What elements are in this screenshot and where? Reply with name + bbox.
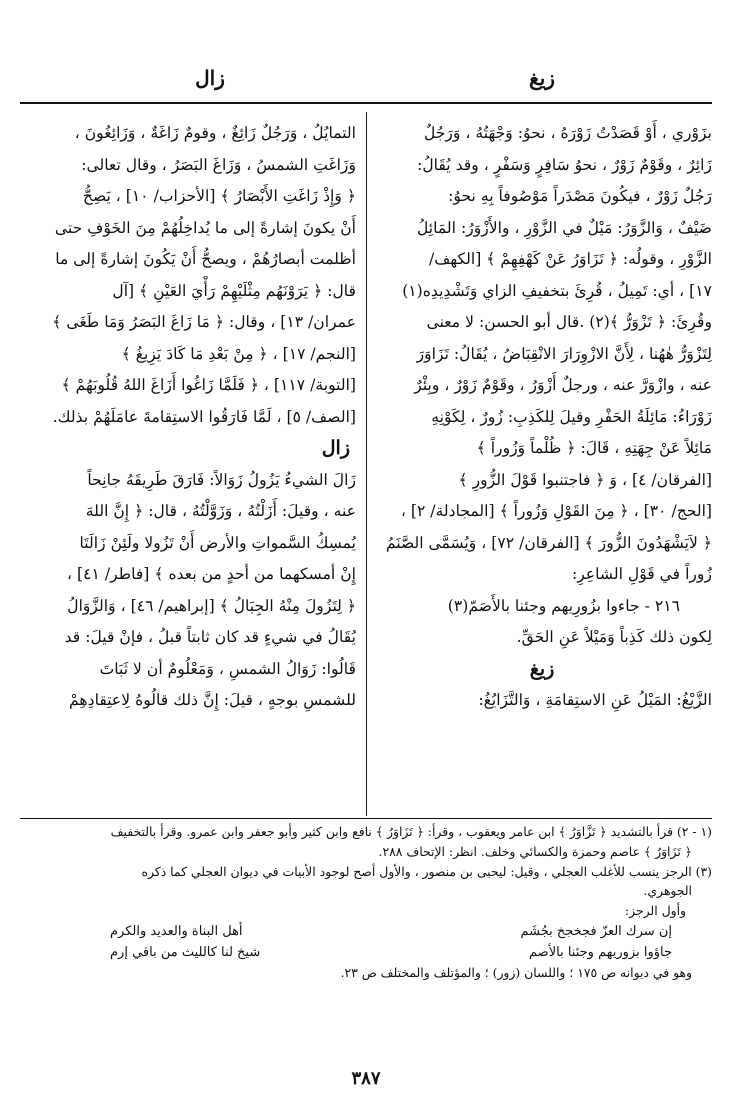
header-rule xyxy=(20,102,712,104)
left-column-header: زال xyxy=(195,66,225,90)
text-line: ﴿ وَإِذْ زَاغَتِ الأَبْصَارُ ﴾ [الأحزاب/ ١٠] ، يَصِحُّ xyxy=(82,187,356,205)
text-line: [الفرقان/ ٤] ، وَ ﴿ فاجتنبوا قَوْلَ الزُّورِ ﴾ xyxy=(458,470,712,489)
rajaz-hemistich: شيخ لنا كالليث من باقي إرم xyxy=(110,944,261,960)
text-line: عمران/ ١٣] ، وقال: ﴿ مَا زَاغَ البَصَرُ وَمَا طَغَى ﴾ xyxy=(52,313,356,331)
text-line: زَالَ الشيءُ يَزُولُ زَوَالاً: فَارَقَ طَرِيقَهُ جانِحاً xyxy=(87,470,356,489)
page-number: ٣٨٧ xyxy=(351,1068,381,1089)
footnote-3-line: (٣) الرجز ينسب للأغلب العجلي ، وقيل: ليحيى بن منصور ، والأول أصح لوجود الأبيات في ديوان العجلي كما ذكره xyxy=(141,863,712,879)
text-line: ١٧] ، أي: تَمِيلُ ، قُرِئَ بتخفيفِ الزاي وَتَشْدِيدِه(١) xyxy=(402,281,712,300)
footnote-rule xyxy=(20,818,712,819)
right-column xyxy=(372,118,712,717)
text-line: بزَوْري ، أَوْ قَصَدْتُ زَوْرَهُ ، نحوُ: وَجْهَتُهُ ، وَرَجُلٌ xyxy=(423,124,712,142)
text-line: زَوْرَاءُ: مَائِلَةُ الحَفْرِ وقيلَ لِلكَذِبِ: زُورٌ ، لِكَوْنِهِ xyxy=(431,407,712,426)
rajaz-hemistich: جاؤوا بزوريهم وجئنا بالأصم xyxy=(529,944,672,960)
column-divider xyxy=(366,112,367,816)
text-line: الزَّيْغُ: المَيْلُ عَنِ الاستِقامَةِ ، وَالتَّزَايُغُ: xyxy=(478,691,712,709)
footnotes xyxy=(20,822,712,983)
text-line: مَائِلاً عَنْ جِهَتِهِ ، قَالَ: ﴿ ظُلْماً وَزُوراً ﴾ xyxy=(476,439,712,457)
text-line: قَالُوا: زَوَالُ الشمسِ ، وَمَعْلُومٌ أن لا ثَبَاتَ xyxy=(99,659,356,678)
entry-heading-zaygh: زيغ xyxy=(529,657,555,680)
footnote-1-line: ﴿ تَزَاوَرُ ﴾ عاصم وحمزة والكسائي وخلف. انظر: الإتحاف ٢٨٨. xyxy=(378,843,692,859)
right-column-header: زيغ xyxy=(529,66,555,90)
footnote-1-line: (١ - ٢) قرأ بالتشديد ﴿ تَزَّاوَرُ ﴾ ابن عامر ويعقوب ، وقرأ: ﴿ تَزَاوَرُ ﴾ نافع وابن كثير وأبو جعفر وابن عمرو. وقرأ بالتخفيف xyxy=(110,824,712,839)
text-line: [النجم/ ١٧] ، ﴿ مِنْ بَعْدِ مَا كَادَ يَزِيغُ ﴾ xyxy=(121,344,356,363)
rajaz-intro: وأول الرجز: xyxy=(624,903,686,919)
text-line: قال: ﴿ يَرَوْنَهُم مِثْلَيْهِمْ رَأْيَ العَيْنِ ﴾ [آل xyxy=(112,281,356,300)
rajaz-hemistich: أهل البناة والعديد والكرم xyxy=(110,923,243,939)
text-line: لِتَزْوَرُّ هٰهُنا ، لِأَنَّ الازْوِرَارَ الانْقِبَاضُ ، يُقَالُ: تَزَاوَرَ xyxy=(416,344,712,363)
rajaz-hemistich: إن سرك العزّ فجخجخ بجُشَم xyxy=(520,923,672,939)
left-column xyxy=(16,118,356,717)
text-line: يُقَالُ في شيءٍ قد كان ثابتاً قبلُ ، فإنْ قيلَ: قد xyxy=(64,628,356,646)
entry-heading-zal: زال xyxy=(321,437,350,459)
text-line: للشمسِ بوجهٍ ، قيلَ: إِنَّ ذلك قالُوهُ لِاعتِقادِهِمْ xyxy=(69,691,356,709)
text-line: [الحج/ ٣٠] ، ﴿ مِنَ القَوْلِ وَزُوراً ﴾ [المجادلة/ ٢] ، xyxy=(400,502,712,520)
text-line: إِنْ أمسكهما من أحدٍ من بعده ﴾ [فاطر/ ٤١] ، xyxy=(67,565,356,583)
text-line: أَنْ يكونَ إشارةً إلى ما يُداخِلُهُمْ مِنَ الخَوْفِ حتى xyxy=(54,218,356,237)
verse-line xyxy=(372,591,712,623)
text-line: [الصف/ ٥] ، لَمَّا فَارَقُوا الاستِقامةَ عامَلَهُمْ بذلك. xyxy=(52,407,356,426)
text-line: أظلمت أبصارُهُمْ ، ويصحُّ أَنْ يَكُونَ إشارةً إلى ما xyxy=(55,250,356,268)
text-line: ضَيْفٌ ، وَالزَّوَرُ: مَيْلٌ في الزَّوْرِ ، والأَزْوَرُ: المَائِلُ xyxy=(416,218,712,237)
text-line: رَجُلٌ زَوْرٌ ، فيكُونَ مَصْدَراً مَوْصُوفاً بِهِ نحوُ: xyxy=(448,187,712,205)
text-line: زَائِرٌ ، وقَوْمٌ زَوْرٌ ، نحوُ سَافِرٍ وَسَفْرٍ ، وقد يُقَالُ: xyxy=(417,155,712,174)
footnote-3-line: الجوهري. xyxy=(643,883,692,899)
text-line: التمايُلُ ، وَرَجُلٌ زَائِغٌ ، وقومٌ زَاغَةٌ ، وَزَائِغُونَ ، xyxy=(74,124,356,142)
text-line: زُوراً في قَوْلِ الشاعِرِ: xyxy=(572,565,712,583)
text-line: عنه ، وقيلَ: أَزَلْتُهُ ، وَزَوَّلْتُهُ ، قال: ﴿ إِنَّ اللهَ xyxy=(85,502,356,520)
text-line: يُمسِكُ السَّمواتِ والأرض أَنْ تَزُولا ولَئِنْ زَالَتَا xyxy=(79,533,356,552)
text-line: الزَّوْرِ ، وقولُه: ﴿ تَزَاوَرُ عَنْ كَهْفِهِمْ ﴾ [الكهف/ xyxy=(428,250,712,268)
text-line: وَزَاغَتِ الشمسُ ، وَزَاغَ البَصَرُ ، وقال تعالى: xyxy=(81,155,356,174)
text-line: وقُرِئَ: ﴿ تَزْوَرُّ ﴾(٢) .قال أبو الحسن: لا معنى xyxy=(426,313,712,331)
text-line: ﴿ لِتَزُولَ مِنْهُ الجِبَالُ ﴾ [إبراهيم/ ٤٦] ، وَالزَّوَالُ xyxy=(67,596,356,615)
verse-number: ٢١٦ - xyxy=(644,596,680,615)
footnote-source: وهو في ديوانه ص ١٧٥ ؛ واللسان (زور) ؛ والمؤتلف والمختلف ص ٢٣. xyxy=(340,964,692,980)
rajaz-verse xyxy=(20,921,712,942)
text-line: ﴿ لاَيَشْهَدُونَ الزُّورَ ﴾ [الفرقان/ ٧٢] ، وَيُسَمَّى الصَّنَمُ xyxy=(385,533,712,552)
text-line: [التوبة/ ١١٧] ، ﴿ فَلَمَّا زَاغُوا أَزَاغَ اللهُ قُلُوبَهُمْ ﴾ xyxy=(61,376,356,394)
verse-text: جاءوا بزُورِيهم وجئنا بالأَصَمّ(٣) xyxy=(447,596,640,615)
verse-explanation: لِكون ذلك كَذِباً وَمَيْلاً عَنِ الحَقِّ. xyxy=(516,628,712,646)
text-line: عنه ، وازْوَرَّ عنه ، ورجلٌ أَزْوَرُ ، وقَوْمٌ زَوْرٌ ، وبِئْرٌ xyxy=(414,376,712,394)
rajaz-verse xyxy=(20,942,712,963)
